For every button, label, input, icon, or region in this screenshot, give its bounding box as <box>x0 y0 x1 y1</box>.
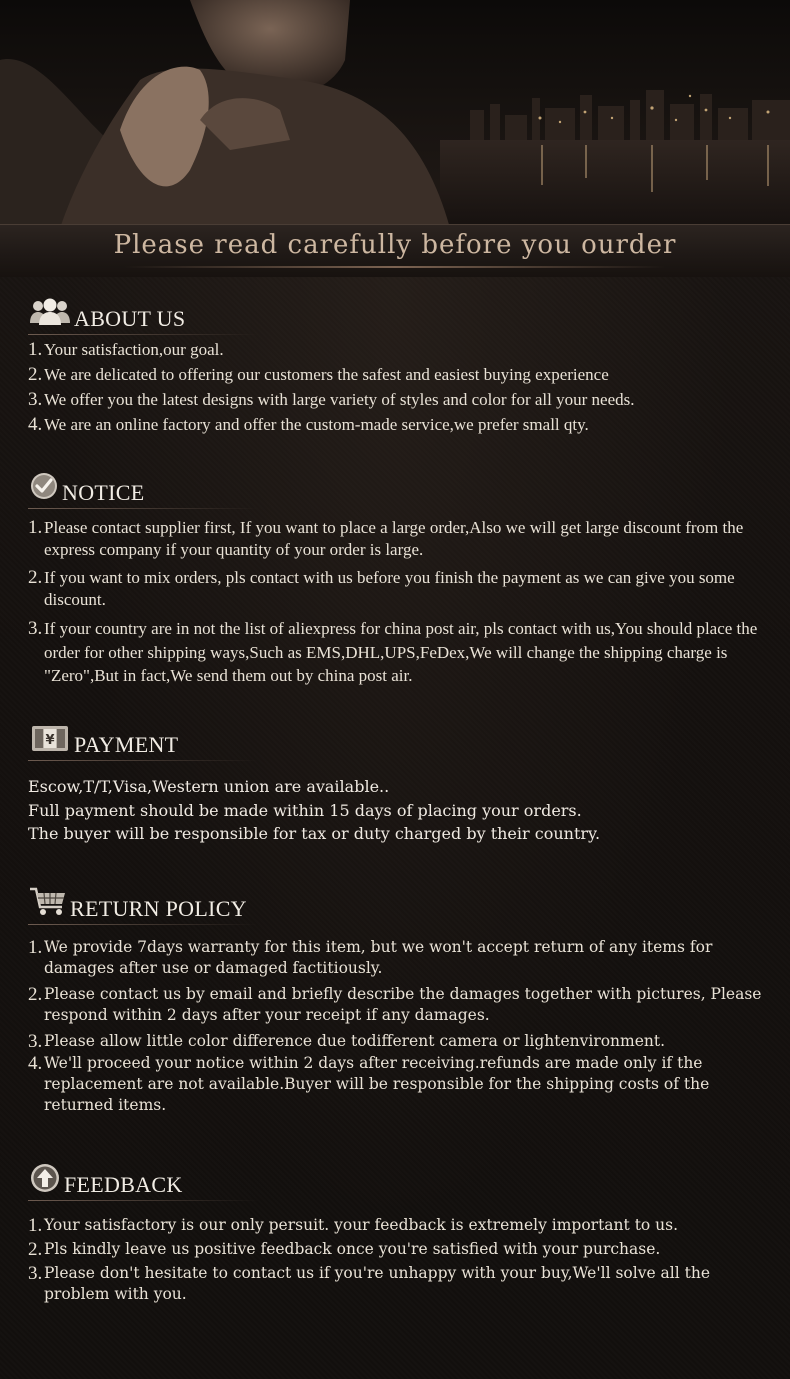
feedback-list <box>28 1215 778 1305</box>
return-policy-item: 1. We provide 7days warranty for this item, but we won't accept return of any items for damages after use or damaged factitiously. <box>28 937 713 977</box>
notice-divider <box>28 508 258 509</box>
yen-payment-icon <box>28 723 72 758</box>
hero-banner <box>0 0 790 228</box>
notice-list <box>28 517 778 688</box>
feedback-item: 2. Pls kindly leave us positive feedback once you're satisfied with your purchase. <box>28 1239 661 1260</box>
people-icon <box>28 297 72 332</box>
shopping-cart-icon <box>28 885 68 922</box>
return-policy-divider <box>28 924 258 925</box>
up-arrow-circle-icon <box>28 1161 62 1198</box>
notice-item: 2. If you want to mix orders, pls contact with us before you finish the payment as we can give you some discount. <box>28 567 735 609</box>
return-policy-item: 2. Please contact us by email and briefly describe the damages together with pictures, Please respond within 2 days after your receipt if any damages. <box>28 984 762 1024</box>
feedback-header <box>28 1166 778 1198</box>
about-item: 1. Your satisfaction,our goal. <box>28 339 224 360</box>
about-item: 3. We offer you the latest designs with large variety of styles and color for all your needs. <box>28 389 635 410</box>
payment-divider <box>28 760 258 761</box>
return-policy-list <box>28 937 778 1116</box>
feedback-section <box>28 1166 778 1308</box>
about-header <box>28 300 778 332</box>
svg-text:¥: ¥ <box>45 733 55 748</box>
about-list <box>28 339 778 436</box>
about-section <box>28 300 778 439</box>
return-policy-section <box>28 890 778 1119</box>
return-policy-item: 3. Please allow little color difference due todifferent camera or lightenvironment. <box>28 1031 666 1052</box>
return-policy-title: RETURN POLICY <box>70 896 247 921</box>
notice-item: 1. Please contact supplier first, If you want to place a large order,Also we will get large discount from the express company if your quantity of your order is large. <box>28 517 744 559</box>
payment-line: Full payment should be made within 15 days of placing your orders. <box>28 800 582 820</box>
notice-title: NOTICE <box>62 480 145 505</box>
payment-line: Escow,T/T,Visa,Western union are available.. <box>28 777 390 796</box>
about-item: 2. We are delicated to offering our customers the safest and easiest buying experience <box>28 364 609 385</box>
notice-item: 3. If your country are in not the list of aliexpress for china post air, pls contact with us,You should place the order for other shipping ways,Such as EMS,DHL,UPS,FeDex,We will change the shipping charge is "Zero",But in fact,We send them out by china post air. <box>28 618 758 685</box>
feedback-item: 1. Your satisfactory is our only persuit. your feedback is extremely important to us. <box>28 1215 679 1236</box>
payment-header <box>28 726 778 758</box>
payment-line: The buyer will be responsible for tax or duty charged by their country. <box>28 824 601 843</box>
banner-title: Please read carefully before you ourder <box>0 230 790 268</box>
about-divider <box>28 334 258 335</box>
payment-text <box>28 775 778 846</box>
about-item: 4. We are an online factory and offer the custom-made service,we prefer small qty. <box>28 414 589 435</box>
feedback-divider <box>28 1200 258 1201</box>
payment-section <box>28 726 778 846</box>
hero-photo <box>0 0 790 228</box>
notice-section <box>28 474 778 691</box>
feedback-title: FEEDBACK <box>64 1172 183 1197</box>
notice-header <box>28 474 778 506</box>
feedback-item: 3. Please don't hesitate to contact us if you're unhappy with your buy,We'll solve all the problem with you. <box>28 1263 711 1303</box>
payment-title: PAYMENT <box>74 732 179 757</box>
return-policy-header <box>28 890 778 922</box>
about-title: ABOUT US <box>74 306 186 331</box>
checkmark-icon <box>28 471 60 506</box>
return-policy-item: 4. We'll proceed your notice within 2 days after receiving.refunds are made only if the replacement are not available.Buyer will be responsible for the shipping costs of the returned items. <box>28 1053 710 1114</box>
